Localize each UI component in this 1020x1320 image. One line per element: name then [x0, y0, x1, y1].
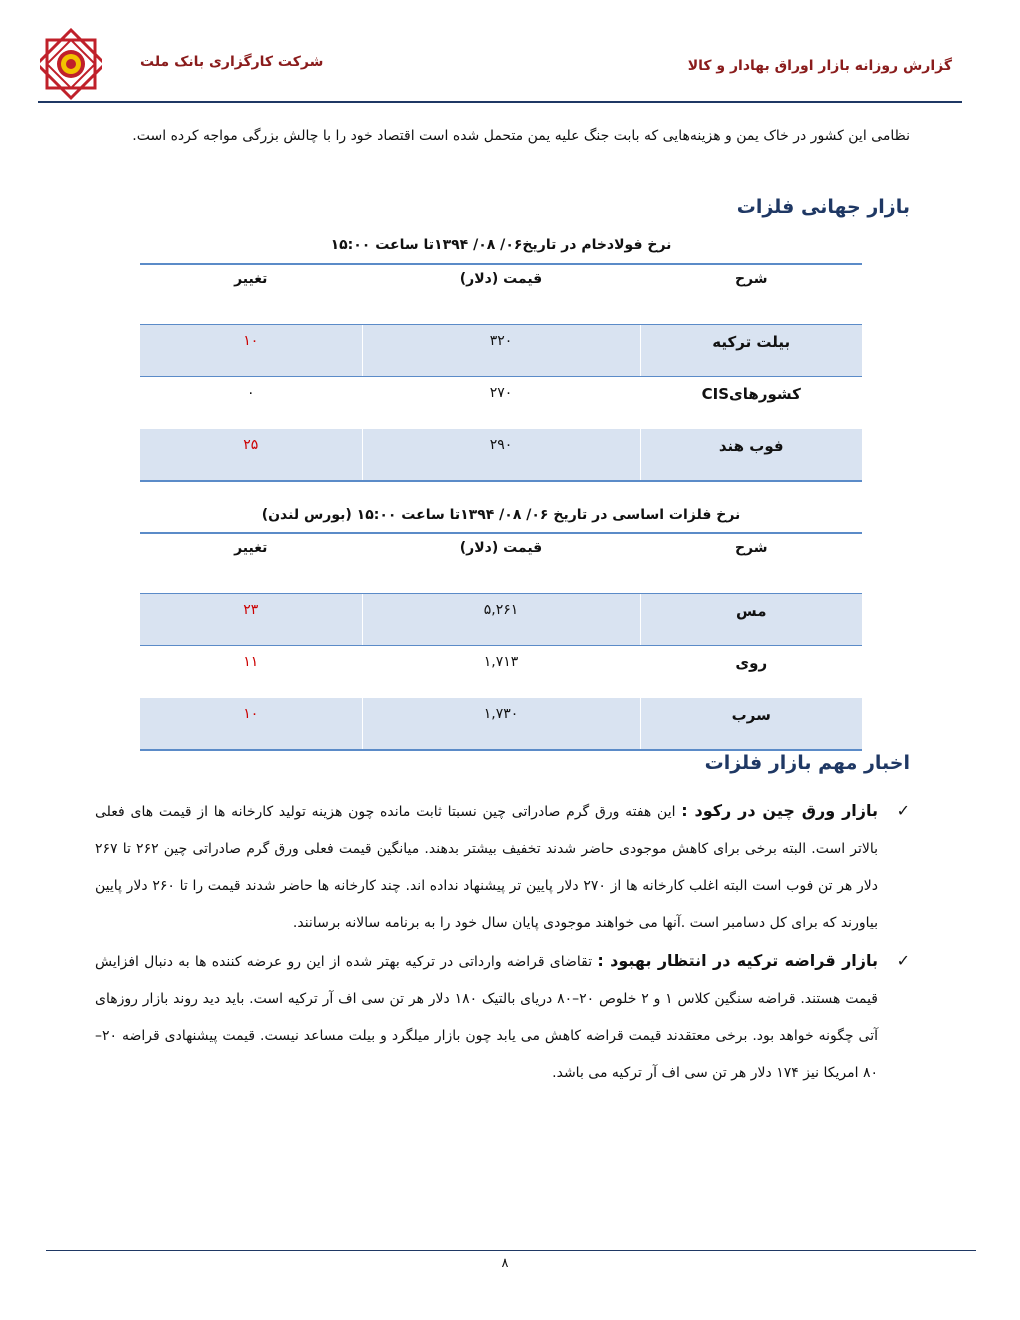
row-price: ۱,۷۳۰ [362, 698, 640, 750]
row-change: ۲۵ [140, 429, 362, 481]
table-header-row [140, 264, 862, 325]
row-name: فوب هند [640, 429, 862, 481]
row-name: بیلت ترکیه [640, 325, 862, 377]
footer-divider [46, 1250, 976, 1251]
row-price: ۵,۲۶۱ [362, 594, 640, 646]
col-header-price: قیمت (دلار) [362, 533, 640, 594]
report-title: گزارش روزانه بازار اوراق بهادار و کالا [687, 58, 952, 74]
row-name: روی [735, 654, 768, 672]
checkmark-icon: ✓ [896, 801, 910, 820]
news-item [95, 942, 910, 1092]
row-change: ۱۰ [140, 325, 362, 377]
row-price: ۳۲۰ [362, 325, 640, 377]
table-row [140, 325, 862, 377]
row-change: ۱۱ [140, 646, 362, 698]
row-change: ۲۳ [140, 594, 362, 646]
section-title-metals-news: اخبار مهم بازار فلزات [704, 752, 910, 774]
header-divider [38, 101, 962, 103]
bank-mellat-logo [40, 28, 102, 102]
row-price: ۱,۷۱۳ [362, 646, 640, 698]
table-header-row [140, 533, 862, 594]
page-number: ۸ [501, 1256, 509, 1271]
row-change: ۱۰ [140, 698, 362, 750]
col-header-change: تغییر [140, 533, 362, 594]
intro-paragraph: نظامی این کشور در خاک یمن و هزینه‌هایی که بابت جنگ علیه یمن متحمل شده است اقتصاد خود را با چالش بزرگی مواجه کرده است. [132, 128, 910, 144]
col-header-desc: شرح [640, 264, 862, 325]
col-header-price: قیمت (دلار) [362, 264, 640, 325]
news-list [95, 792, 910, 1092]
col-header-change: تغییر [140, 264, 362, 325]
steel-table-caption: نرخ فولادخام در تاریخ۰۶/ ۰۸/ ۱۳۹۴تا ساعت ۱۵:۰۰ [330, 237, 672, 253]
table-row [140, 698, 862, 750]
news-body: تقاضای قراضه وارداتی در ترکیه بهتر شده از این رو عرضه کننده ها به دنبال افزایش قیمت هستند. قراضه سنگین کلاس ۱ و ۲ خلوص ۲۰–۸۰ دریای بالتیک ۱۸۰ دلار هر تن سی اف آر ترکیه است. باید دید روند بازار روزهای آتی چگونه خواهد بود. برخی معتقدند قیمت قراضه کاهش می یابد چون بازار میلگرد و بیلت مساعد نیست. قیمت پیشنهادی قراضه ۲۰–۸۰ امریکا نیز ۱۷۴ دلار هر تن سی اف آر ترکیه می باشد. [95, 954, 878, 1081]
table-row [140, 646, 862, 698]
row-name: سرب [640, 698, 862, 750]
news-heading: بازار قراضه ترکیه در انتظار بهبود : [597, 951, 878, 970]
news-body: این هفته ورق گرم صادراتی چین نسبتا ثابت مانده چون هزینه تولید کارخانه ها از قیمت های فعلی بالاتر است. البته برخی برای کاهش موجودی حاضر شدند تخفیف بیشتر بدهند. میانگین قیمت فعلی ورق گرم صادراتی چین ۲۶۲ تا ۲۶۷ دلار هر تن فوب است البته اغلب کارخانه ها از ۲۷۰ دلار پایین تر پیشنهاد نداده اند. چند کارخانه ها حاضر شدند قیمت را تا ۲۶۰ دلار پایین بیاورند که برای کل دسامبر است .آنها می خواهند موجودی پایان سال خود را به برنامه سالانه برسانند. [95, 804, 879, 931]
col-header-desc: شرح [640, 533, 862, 594]
base-metals-table-caption: نرخ فلزات اساسی در تاریخ ۰۶/ ۰۸/ ۱۳۹۴تا ساعت ۱۵:۰۰ (بورس لندن) [261, 507, 741, 523]
news-heading: بازار ورق چین در رکود : [681, 801, 878, 820]
table-row [140, 377, 862, 429]
checkmark-icon: ✓ [896, 951, 910, 970]
base-metals-price-table [140, 532, 862, 751]
row-price: ۲۹۰ [362, 429, 640, 481]
section-title-global-metals: بازار جهانی فلزات [736, 196, 910, 218]
row-name: کشورهایCIS [701, 385, 801, 403]
row-name: مس [640, 594, 862, 646]
table-row [140, 594, 862, 646]
row-price: ۲۷۰ [362, 377, 640, 429]
table-row [140, 429, 862, 481]
company-name: شرکت کارگزاری بانک ملت [140, 54, 324, 70]
news-item [95, 792, 910, 942]
steel-price-table [140, 263, 862, 482]
row-change: ۰ [140, 377, 362, 429]
